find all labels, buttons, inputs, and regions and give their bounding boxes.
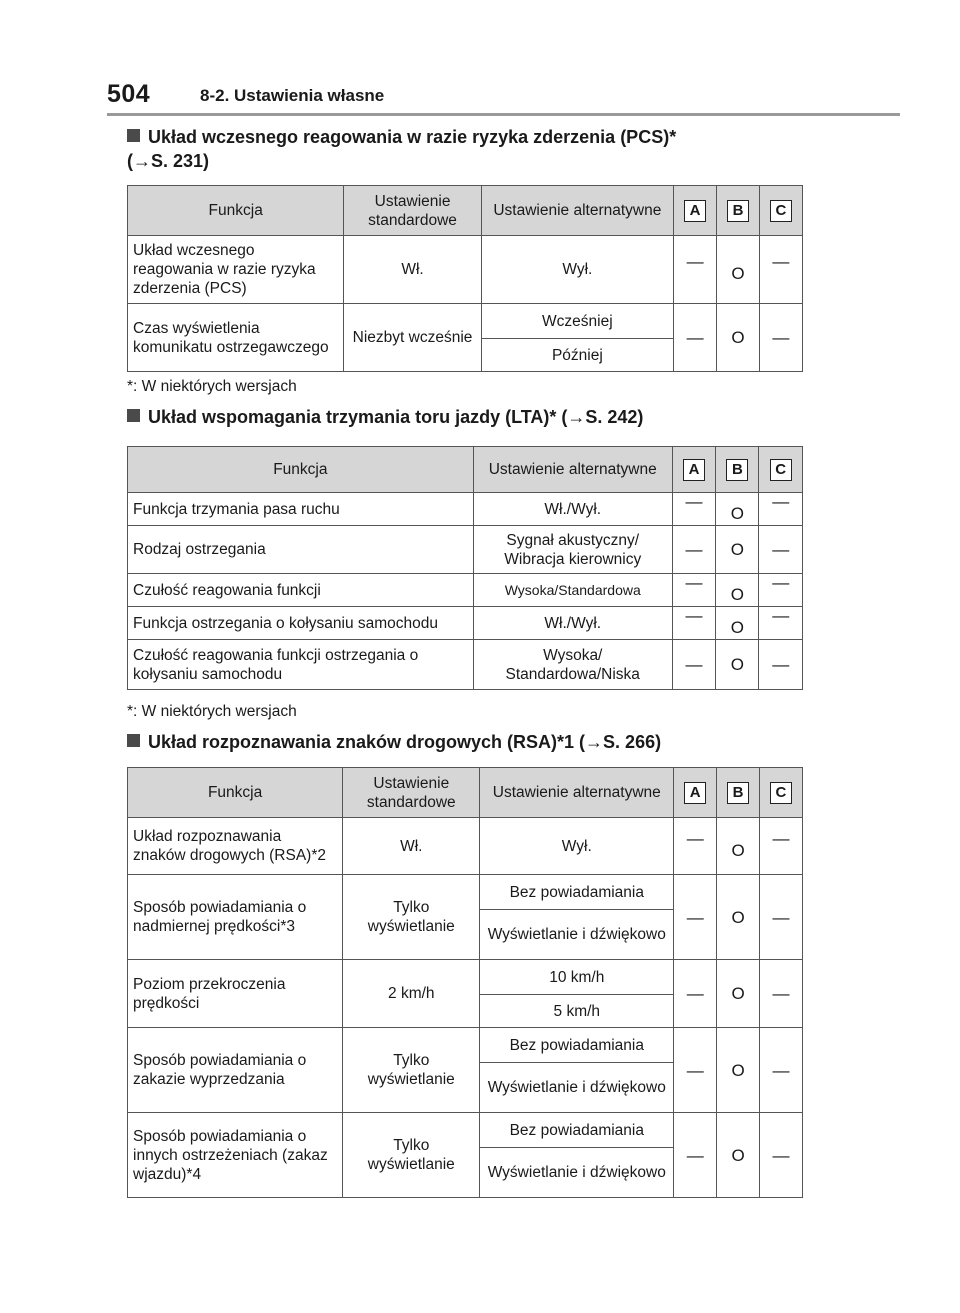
mark-b: O [730, 655, 744, 674]
square-bullet-icon [127, 734, 140, 747]
table-header-row [128, 186, 803, 236]
mark-b: O [730, 540, 744, 559]
mark-a: — [686, 1145, 704, 1165]
row-alternative: Wł./Wył. [473, 493, 672, 526]
mark-a: — [686, 984, 704, 1003]
page-number: 504 [107, 80, 151, 108]
mark-c: — [772, 540, 790, 559]
table-row [128, 493, 803, 526]
mark-c: — [772, 655, 790, 674]
row-alternative: Sygnał akustyczny/ Wibracja kierownicy [473, 526, 672, 574]
row-alternative: Wyświetlanie i dźwiękowo [480, 1148, 674, 1198]
mark-b: O [730, 617, 744, 637]
lta-settings-table [127, 446, 803, 690]
mark-b: O [731, 1060, 745, 1080]
mark-a: — [686, 828, 704, 848]
col-header-function: Funkcja [128, 186, 344, 236]
col-header-function: Funkcja [128, 447, 474, 493]
mark-b: O [731, 1145, 745, 1165]
mark-c: — [772, 1145, 790, 1165]
col-label-b: B [726, 459, 748, 481]
row-alternative: Później [481, 339, 673, 372]
row-alternative: Wł./Wył. [473, 607, 672, 640]
table-row [128, 1113, 803, 1148]
table-row [128, 1028, 803, 1063]
col-label-c: C [770, 200, 792, 222]
chapter-title: 8-2. Ustawienia własne [200, 86, 385, 105]
table-header-row [128, 447, 803, 493]
row-function: Funkcja trzymania pasa ruchu [128, 493, 474, 526]
col-header-function: Funkcja [128, 768, 343, 818]
table-row [128, 607, 803, 640]
col-label-c: C [770, 459, 792, 481]
mark-c: — [772, 828, 790, 848]
mark-c: — [772, 907, 790, 927]
table-row [128, 304, 803, 339]
row-standard: Tylko wyświetlanie [343, 875, 480, 960]
row-alternative: Wysoka/ Standardowa/Niska [473, 640, 672, 690]
col-label-a: A [684, 200, 706, 222]
col-label-b: B [727, 782, 749, 804]
row-alternative: Wysoka/Standardowa [473, 574, 672, 607]
row-alternative: 5 km/h [480, 995, 674, 1028]
row-alternative: 10 km/h [480, 960, 674, 995]
row-function: Czułość reagowania funkcji ostrzegania o kołysaniu samochodu [128, 640, 474, 690]
table-row [128, 875, 803, 910]
col-header-standard: Ustawienie standardowe [344, 186, 481, 236]
row-standard: Tylko wyświetlanie [343, 1028, 480, 1113]
row-alternative: Wyświetlanie i dźwiękowo [480, 1063, 674, 1113]
row-alternative: Wyświetlanie i dźwiękowo [480, 910, 674, 960]
mark-a: — [685, 572, 703, 592]
row-function: Czas wyświetlenia komunikatu ostrzegawczego [128, 304, 344, 372]
row-alternative: Bez powiadamiania [480, 1028, 674, 1063]
mark-c: — [772, 491, 790, 511]
mark-b: O [731, 840, 745, 860]
table-row [128, 960, 803, 995]
mark-a: — [686, 1060, 704, 1080]
mark-a: — [685, 605, 703, 625]
row-standard: Tylko wyświetlanie [343, 1113, 480, 1198]
square-bullet-icon [127, 409, 140, 422]
col-label-a: A [683, 459, 705, 481]
col-label-c: C [770, 782, 792, 804]
mark-a: — [685, 491, 703, 511]
mark-c: — [772, 605, 790, 625]
row-alternative: Bez powiadamiania [480, 1113, 674, 1148]
row-standard: Niezbyt wcześnie [344, 304, 481, 372]
section-title-rsa: Układ rozpoznawania znaków drogowych (RSA)*1 (→S. 266) [127, 730, 661, 754]
row-alternative: Wcześniej [481, 304, 673, 339]
mark-a: — [685, 655, 703, 674]
mark-b: O [731, 264, 745, 283]
row-alternative: Wył. [481, 236, 673, 304]
col-header-standard: Ustawienie standardowe [343, 768, 480, 818]
row-function: Rodzaj ostrzegania [128, 526, 474, 574]
table-row [128, 818, 803, 875]
mark-c: — [772, 984, 790, 1003]
table-row [128, 236, 803, 304]
mark-a: — [686, 907, 704, 927]
col-header-alternative: Ustawienie alternatywne [481, 186, 673, 236]
row-function: Poziom przekroczenia prędkości [128, 960, 343, 1028]
section-title-lta: Układ wspomagania trzymania toru jazdy (LTA)* (→S. 242) [127, 405, 643, 429]
mark-c: — [772, 328, 790, 347]
col-label-a: A [684, 782, 706, 804]
page-header [107, 74, 897, 114]
table-row [128, 640, 803, 690]
row-function: Układ rozpoznawania znaków drogowych (RSA)*2 [128, 818, 343, 875]
row-standard: Wł. [343, 818, 480, 875]
row-function: Układ wczesnego reagowania w razie ryzyka zderzenia (PCS) [128, 236, 344, 304]
mark-b: O [730, 503, 744, 523]
mark-c: — [772, 572, 790, 592]
col-header-alternative: Ustawienie alternatywne [480, 768, 674, 818]
mark-b: O [731, 907, 745, 927]
square-bullet-icon [127, 129, 140, 142]
col-header-alternative: Ustawienie alternatywne [473, 447, 672, 493]
row-standard: Wł. [344, 236, 481, 304]
row-function: Sposób powiadamiania o zakazie wyprzedzania [128, 1028, 343, 1113]
table-row [128, 526, 803, 574]
table-header-row [128, 768, 803, 818]
section-title-pcs: Układ wczesnego reagowania w razie ryzyka zderzenia (PCS)* (→S. 231) [127, 127, 677, 171]
mark-a: — [685, 540, 703, 559]
mark-b: O [731, 984, 745, 1003]
mark-b: O [731, 328, 745, 347]
header-divider [107, 113, 900, 116]
row-function: Sposób powiadamiania o innych ostrzeżeniach (zakaz wjazdu)*4 [128, 1113, 343, 1198]
mark-a: — [686, 252, 704, 271]
mark-b: O [730, 584, 744, 604]
footnote-pcs: *: W niektórych wersjach [127, 378, 297, 395]
rsa-settings-table [127, 767, 803, 1198]
row-standard: 2 km/h [343, 960, 480, 1028]
mark-a: — [686, 328, 704, 347]
footnote-lta: *: W niektórych wersjach [127, 703, 297, 720]
row-alternative: Wył. [480, 818, 674, 875]
col-label-b: B [727, 200, 749, 222]
row-function: Czułość reagowania funkcji [128, 574, 474, 607]
mark-c: — [772, 1060, 790, 1080]
mark-c: — [772, 252, 790, 271]
row-function: Funkcja ostrzegania o kołysaniu samochodu [128, 607, 474, 640]
row-function: Sposób powiadamiania o nadmiernej prędkości*3 [128, 875, 343, 960]
pcs-settings-table [127, 185, 803, 372]
row-alternative: Bez powiadamiania [480, 875, 674, 910]
table-row [128, 574, 803, 607]
